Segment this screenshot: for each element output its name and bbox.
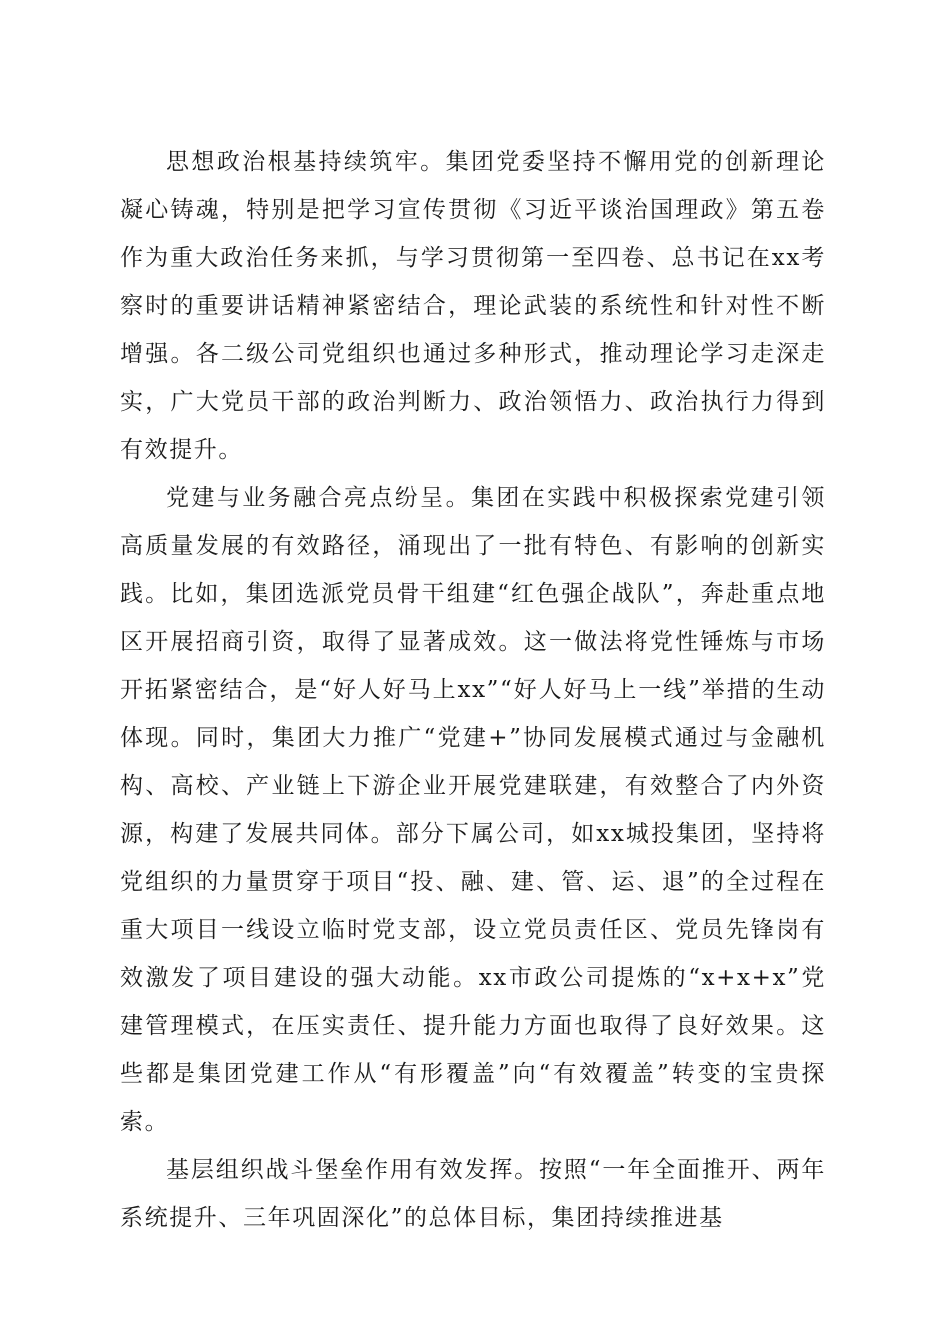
document-body (120, 138, 826, 1242)
paragraph-party-business-integration: 党建与业务融合亮点纷呈。集团在实践中积极探索党建引领高质量发展的有效路径，涌现出了一批有特色、有影响的创新实践。比如，集团选派党员骨干组建“红色强企战队”，奔赴重点地区开展招商引资，取得了显著成效。这一做法将党性锤炼与市场开拓紧密结合，是“好人好马上xx”“好人好马上一线”举措的生动体现。同时，集团大力推广“党建+”协同发展模式通过与金融机构、高校、产业链上下游企业开展党建联建，有效整合了内外资源，构建了发展共同体。部分下属公司，如xx城投集团，坚持将党组织的力量贯穿于项目“投、融、建、管、运、退”的全过程在重大项目一线设立临时党支部，设立党员责任区、党员先锋岗有效激发了项目建设的强大动能。xx市政公司提炼的“x+x+x”党建管理模式，在压实责任、提升能力方面也取得了良好效果。这些都是集团党建工作从“有形覆盖”向“有效覆盖”转变的宝贵探索。 (120, 485, 826, 1135)
paragraph-grassroots-organization: 基层组织战斗堡垒作用有效发挥。按照“一年全面推开、两年系统提升、三年巩固深化”的总体目标，集团持续推进基 (120, 1157, 826, 1231)
paragraph-ideological-foundation: 思想政治根基持续筑牢。集团党委坚持不懈用党的创新理论凝心铸魂，特别是把学习宣传贯彻《习近平谈治国理政》第五卷作为重大政治任务来抓，与学习贯彻第一至四卷、总书记在xx考察时的重要讲话精神紧密结合，理论武装的系统性和针对性不断增强。各二级公司党组织也通过多种形式，推动理论学习走深走实，广大党员干部的政治判断力、政治领悟力、政治执行力得到有效提升。 (120, 149, 826, 463)
